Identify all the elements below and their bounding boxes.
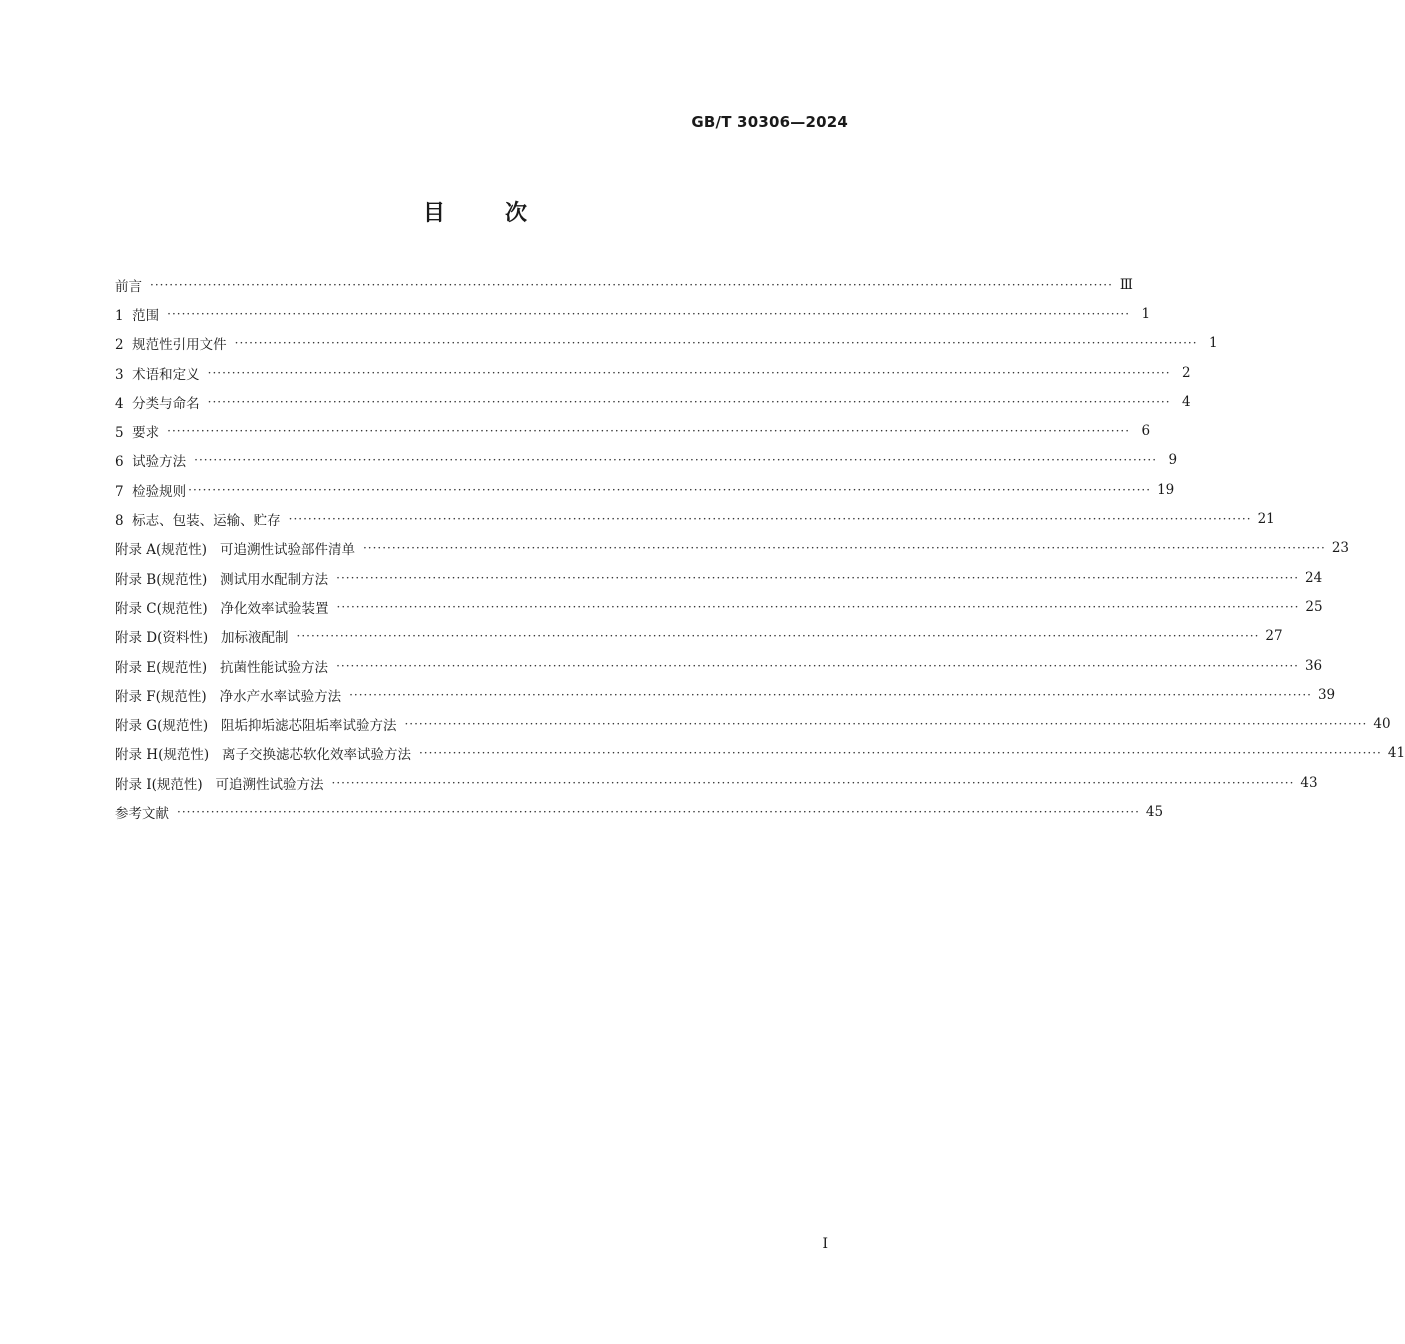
toc-leader-dots: ········································································································································································································ [207,394,1171,409]
toc-entry-annex-c[interactable] [115,592,1323,621]
toc-entry-annex-b[interactable] [115,563,1323,592]
toc-leader-dots: ········································································································································································································ [362,541,1326,556]
toc-entry-page: 1 [1208,335,1218,352]
toc-leader-dots: ········································································································································································································ [336,658,1299,673]
toc-entry-label: 前言 [115,278,142,295]
toc-entry-4[interactable] [115,387,1191,416]
toc-leader-dots: ········································································································································································································ [331,775,1295,790]
toc-entry-page: 27 [1265,628,1283,645]
toc-entry-label: 附录 F(规范性) 净水产水率试验方法 [115,688,342,705]
toc-entry-label: 8 标志、包装、运输、贮存 [115,513,281,530]
toc-entry-label: 参考文献 [115,805,169,822]
toc-entry-annex-a[interactable] [115,534,1350,563]
toc-entry-label: 附录 E(规范性) 抗菌性能试验方法 [115,659,329,676]
toc-entry-page: 41 [1387,745,1405,762]
toc-leader-dots: ········································································································································································································ [167,306,1131,321]
toc-entry-label: 3 术语和定义 [115,366,200,383]
toc-entry-annex-g[interactable] [115,709,1391,738]
toc-entry-annex-e[interactable] [115,651,1323,680]
page-number: I [822,1236,828,1252]
toc-leader-dots: ········································································································································································································ [288,512,1252,527]
toc-entry-label: 附录 B(规范性) 测试用水配制方法 [115,571,329,588]
toc-leader-dots: ········································································································································································································ [336,599,1300,614]
standard-code: GB/T 30306—2024 [691,113,848,131]
toc-entry-page: 4 [1181,393,1191,410]
toc-entry-label: 附录 G(规范性) 阻垢抑垢滤芯阻垢率试验方法 [115,718,397,735]
toc-entry-label: 附录 H(规范性) 离子交换滤芯软化效率试验方法 [115,747,411,764]
toc-leader-dots: ········································································································································································································ [349,687,1312,702]
toc-entry-label: 5 要求 [115,425,160,442]
toc-entry-page: 25 [1305,598,1323,615]
toc-entry-label: 附录 D(资料性) 加标液配制 [115,630,289,647]
page-title: 目次 [422,201,587,226]
toc-entry-page: 6 [1141,423,1151,440]
toc-entry-label: 1 范围 [115,307,160,324]
toc-entry-foreword[interactable] [115,270,1133,299]
toc-leader-dots: ········································································································································································································ [177,804,1140,819]
toc-leader-dots: ········································································································································································································ [167,424,1131,439]
toc-entry-annex-f[interactable] [115,680,1336,709]
toc-entry-page: 40 [1373,716,1391,733]
toc-leader-dots: ········································································································································································································ [418,746,1382,761]
toc-entry-page: 2 [1181,364,1191,381]
toc-leader-dots: ········································································································································································································ [207,365,1171,380]
toc-entry-2[interactable] [115,329,1218,358]
toc-entry-label: 6 试验方法 [115,454,187,471]
toc-entry-label: 4 分类与命名 [115,395,200,412]
toc-entry-page: 1 [1141,305,1151,322]
toc-leader-dots: ········································································································································································································ [404,717,1368,732]
toc-leader-dots: ········································································································································································································ [194,453,1158,468]
toc-entry-label: 附录 A(规范性) 可追溯性试验部件清单 [115,542,355,559]
toc-leader-dots: ········································································································································································································ [150,277,1113,292]
toc-entry-page: 45 [1145,803,1164,820]
toc-leader-dots: ········································································································································································································ [188,482,1152,497]
toc-entry-7[interactable] [115,475,1175,504]
toc-entry-page: 21 [1257,511,1275,528]
toc-entry-page: 23 [1331,540,1350,557]
toc-entry-page: 43 [1300,774,1318,791]
toc-leader-dots: ········································································································································································································ [296,629,1260,644]
table-of-contents [115,270,1405,827]
toc-entry-annex-d[interactable] [115,622,1283,651]
toc-entry-page: 9 [1168,452,1178,469]
toc-entry-label: 附录 C(规范性) 净化效率试验装置 [115,600,329,617]
toc-entry-label: 7 检验规则 [115,483,187,500]
toc-entry-label: 2 规范性引用文件 [115,337,227,354]
toc-entry-annex-i[interactable] [115,768,1318,797]
toc-entry-page: 36 [1304,657,1323,674]
toc-entry-5[interactable] [115,416,1151,445]
toc-entry-1[interactable] [115,299,1151,328]
toc-entry-page: 24 [1305,569,1323,586]
toc-entry-bibliography[interactable] [115,797,1164,826]
toc-entry-annex-h[interactable] [115,739,1405,768]
toc-entry-6[interactable] [115,446,1178,475]
toc-entry-8[interactable] [115,504,1275,533]
toc-leader-dots: ········································································································································································································ [234,336,1198,351]
toc-entry-page: 19 [1157,481,1175,498]
toc-entry-page: Ⅲ [1119,276,1133,293]
toc-leader-dots: ········································································································································································································ [336,570,1300,585]
toc-entry-3[interactable] [115,358,1191,387]
toc-entry-label: 附录 I(规范性) 可追溯性试验方法 [115,776,324,793]
toc-entry-page: 39 [1317,686,1336,703]
